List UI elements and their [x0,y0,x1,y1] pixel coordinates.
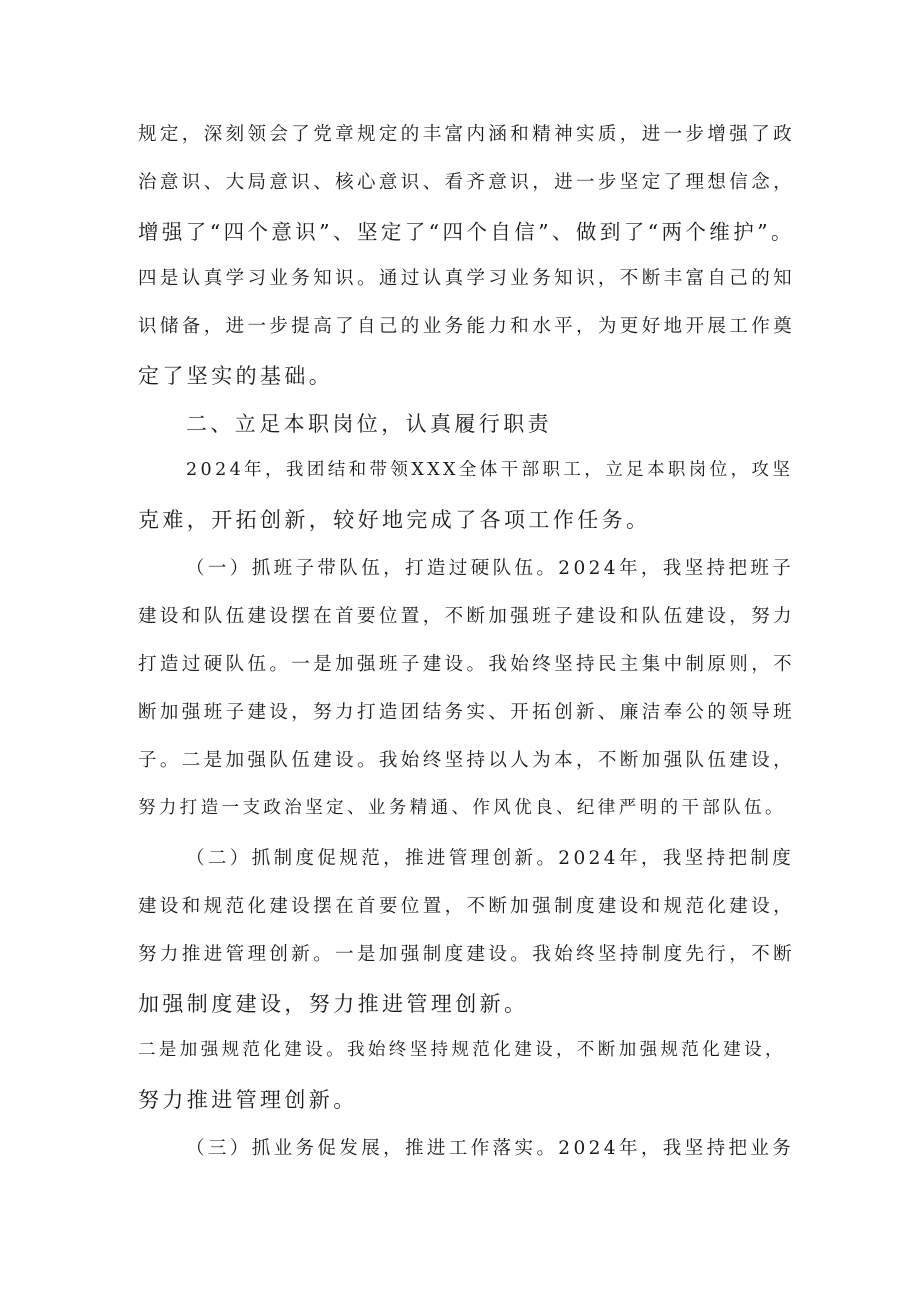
text-line: 断加强班子建设，努力打造团结务实、开拓创新、廉洁奉公的领导班 [138,702,796,723]
text-line: 努力推进管理创新。一是加强制度建设。我始终坚持制度先行，不断 [138,944,796,965]
text-line: 努力推进管理创新。 [138,1088,358,1112]
text-line: 治意识、大局意识、核心意识、看齐意识，进一步坚定了理想信念， [138,172,796,193]
text-line: 识储备，进一步提高了自己的业务能力和水平，为更好地开展工作奠 [138,316,796,337]
text-line: 规定，深刻领会了党章规定的丰富内涵和精神实质，进一步增强了政 [138,124,796,145]
section-heading: 二、立足本职岗位，认真履行职责 [186,412,552,436]
text-line: 打造过硬队伍。一是加强班子建设。我始终坚持民主集中制原则，不 [138,654,796,675]
text-line: 克难，开拓创新，较好地完成了各项工作任务。 [138,508,651,532]
text-line: （一）抓班子带队伍，打造过硬队伍。2024年，我坚持把班子 [186,558,795,579]
text-line: 加强制度建设，努力推进管理创新。 [138,992,529,1016]
text-line: 四是认真学习业务知识。通过认真学习业务知识，不断丰富自己的知 [138,268,796,289]
text-line: 建设和队伍建设摆在首要位置，不断加强班子建设和队伍建设，努力 [138,606,796,627]
text-line: 建设和规范化建设摆在首要位置，不断加强制度建设和规范化建设， [138,896,796,917]
text-line: 定了坚实的基础。 [138,364,334,388]
text-line: （三）抓业务促发展，推进工作落实。2024年，我坚持把业务 [186,1138,795,1159]
text-line: 二是加强规范化建设。我始终坚持规范化建设，不断加强规范化建设， [138,1040,786,1060]
text-line: 2024年，我团结和带领XXX全体干部职工，立足本职岗位，攻坚 [186,460,794,480]
text-line: （二）抓制度促规范，推进管理创新。2024年，我坚持把制度 [186,848,795,869]
text-line: 努力打造一支政治坚定、业务精通、作风优良、纪律严明的干部队伍。 [138,798,786,818]
text-line: 增强了“四个意识”、坚定了“四个自信”、做到了“两个维护”。 [138,220,795,244]
text-line: 子。二是加强队伍建设。我始终坚持以人为本，不断加强队伍建设， [138,750,796,771]
